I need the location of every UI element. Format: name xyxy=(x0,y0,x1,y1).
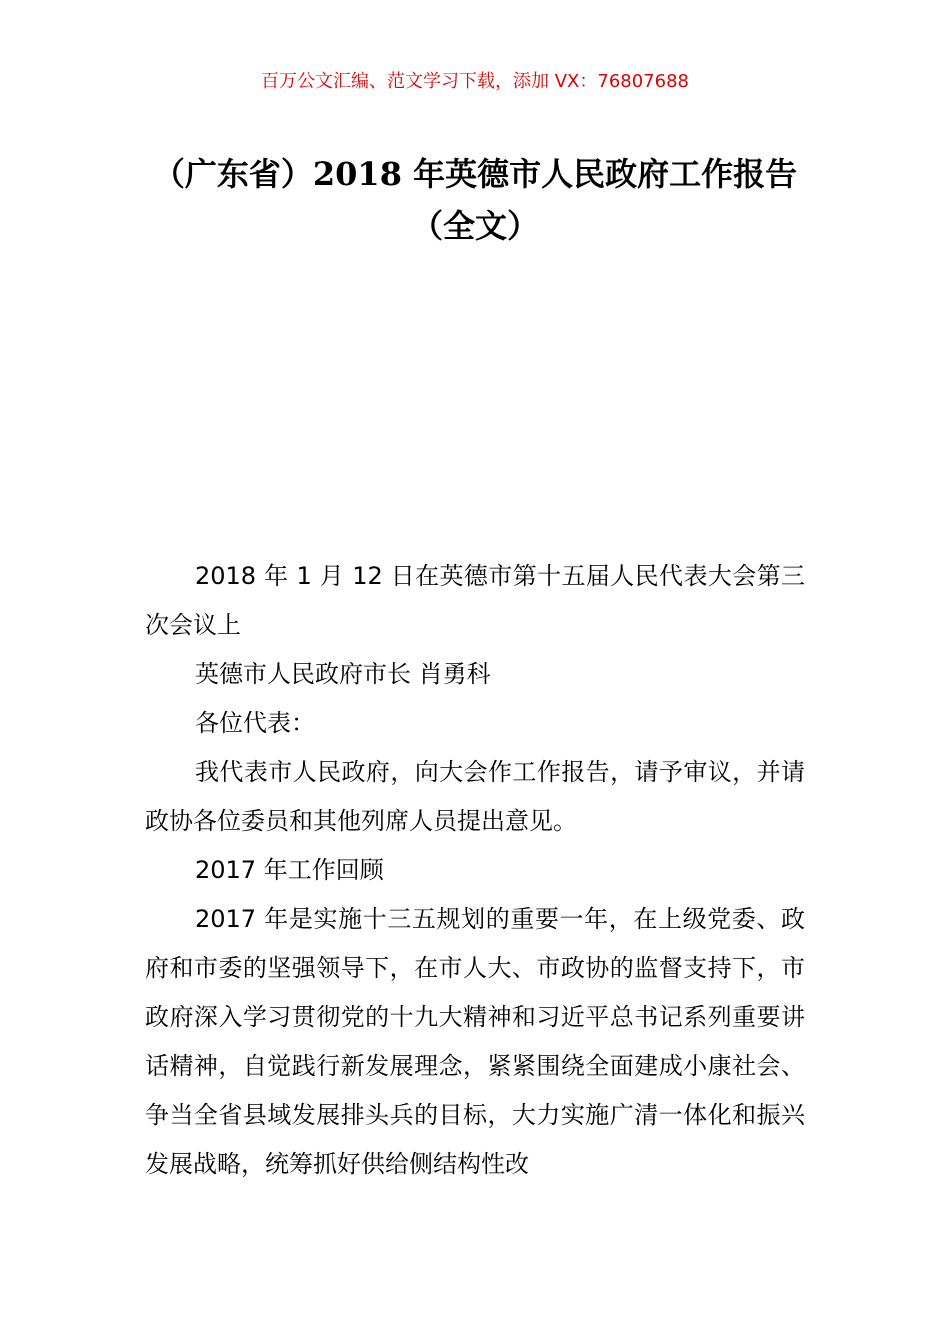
review-paragraph: 2017 年是实施十三五规划的重要一年，在上级党委、政府和市委的坚强领导下，在市人大、市政协的监督支持下，市政府深入学习贯彻党的十九大精神和习近平总书记系列重要讲话精神，自觉践行新发展理念，紧紧围绕全面建成小康社会、争当全省县域发展排头兵的目标，大力实施广清一体化和振兴发展战略，统筹抓好供给侧结构性改 xyxy=(145,905,805,1178)
meeting-info-paragraph: 2018 年 1 月 12 日在英德市第十五届人民代表大会第三次会议上 xyxy=(145,562,805,639)
document-body xyxy=(145,552,805,1189)
document-title: （广东省）2018 年英德市人民政府工作报告（全文） xyxy=(152,155,798,245)
salutation-paragraph: 各位代表： xyxy=(195,709,315,737)
speaker-paragraph: 英德市人民政府市长 肖勇科 xyxy=(195,660,491,688)
header-note: 百万公文汇编、范文学习下载，添加 VX：76807688 xyxy=(261,71,689,92)
intro-paragraph: 我代表市人民政府，向大会作工作报告，请予审议，并请政协各位委员和其他列席人员提出意见。 xyxy=(145,758,805,835)
section-heading: 2017 年工作回顾 xyxy=(195,856,384,884)
